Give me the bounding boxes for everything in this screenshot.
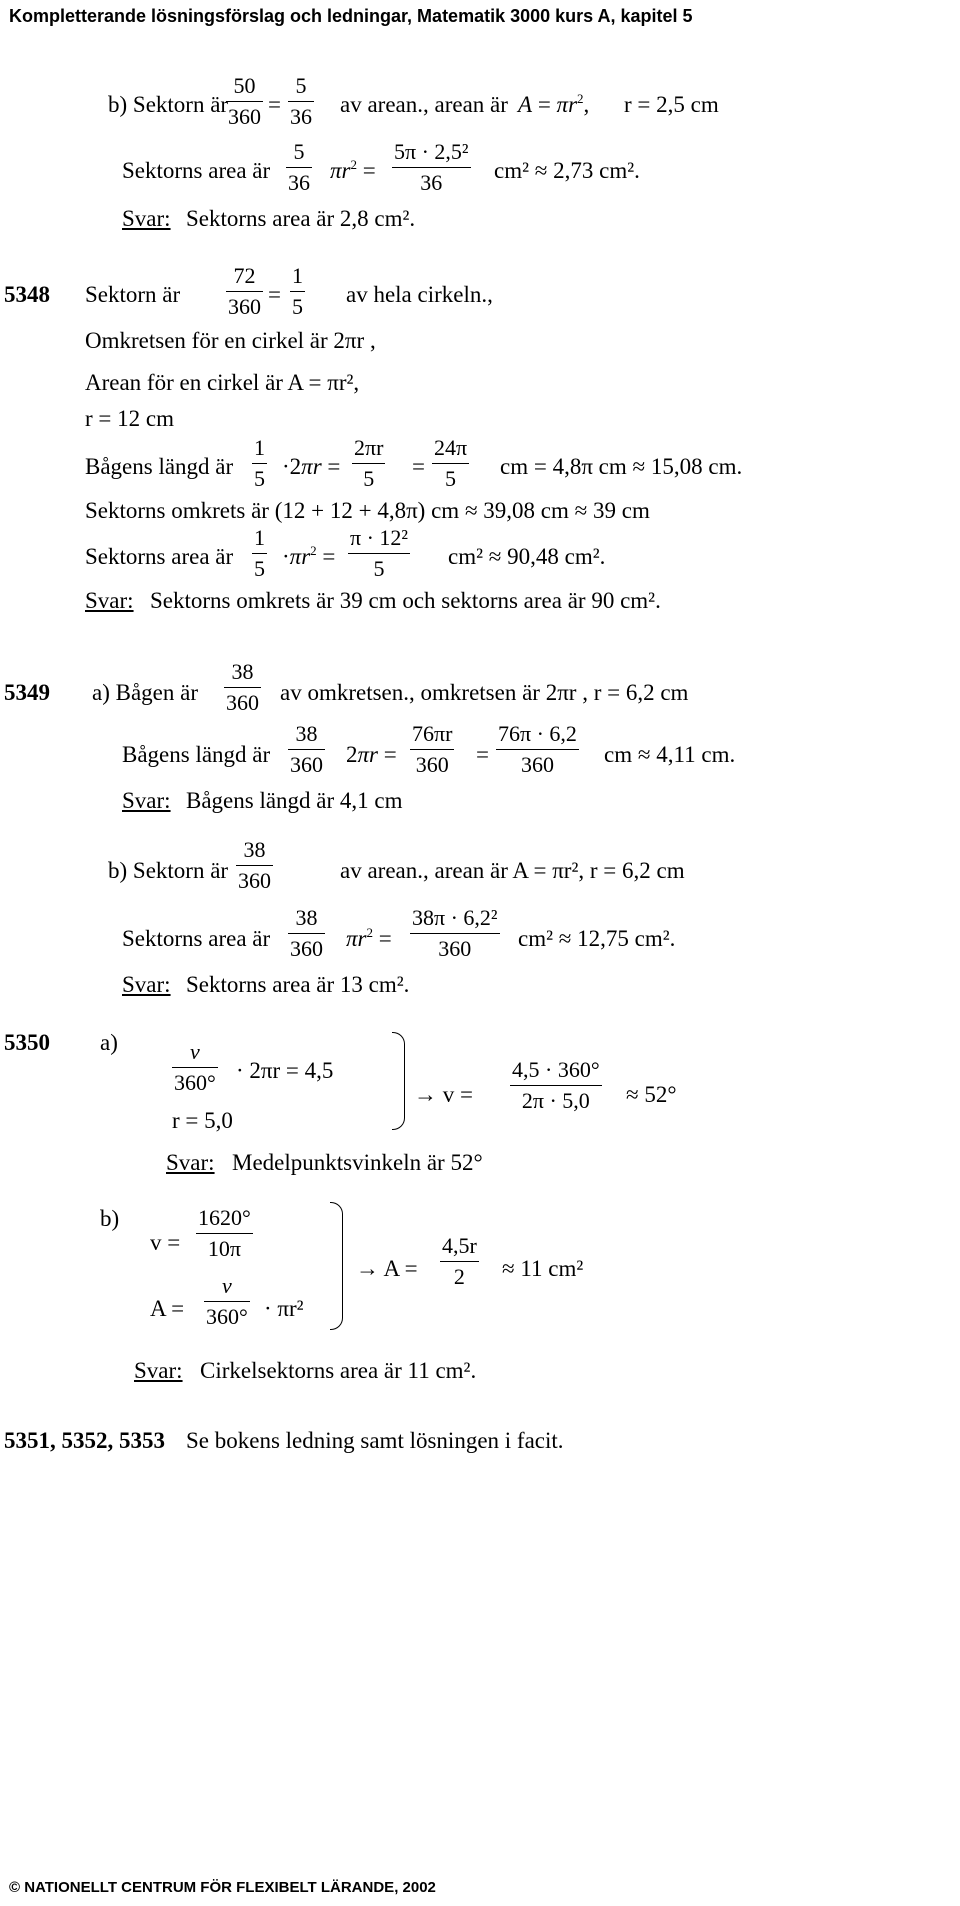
svar-text: Sektorns omkrets är 39 cm och sektorns area är 90 cm². <box>150 588 661 613</box>
p5350-a-eq2: r = 5,0 <box>172 1108 233 1133</box>
svar-text: Bågens längd är 4,1 cm <box>186 788 403 813</box>
p5348-l1-rest: av hela cirkeln., <box>346 282 493 307</box>
p5351-text: Se bokens ledning samt lösningen i facit. <box>186 1428 564 1453</box>
fraction: 38π · 6,2² 360 <box>412 905 498 961</box>
fraction: 76πr 360 <box>412 721 453 777</box>
p5350-b-arrow: → A = <box>356 1256 418 1281</box>
p5349-a2-label: Bågens längd är <box>122 742 271 767</box>
p5349-b2-rest: cm² ≈ 12,75 cm². <box>518 926 676 951</box>
fraction: 1 5 <box>292 263 303 319</box>
p5348-l4: r = 12 cm <box>85 406 174 431</box>
p5349-a-rest: av omkretsen., omkretsen är 2πr , r = 6,2 cm <box>280 680 689 705</box>
fraction: 76π · 6,2 360 <box>498 721 577 777</box>
svar-label: Svar: <box>85 588 134 613</box>
problem-number: 5348 <box>4 282 50 307</box>
problem-numbers: 5351, 5352, 5353 <box>4 1428 165 1453</box>
fraction: 1 5 <box>254 435 265 491</box>
fraction: v 360° <box>174 1039 216 1095</box>
svar-label: Svar: <box>122 788 171 813</box>
p5349-b2-label: Sektorns area är <box>122 926 271 951</box>
fraction: 5 36 <box>288 139 310 195</box>
p5347b-r: r = 2,5 cm <box>624 92 719 117</box>
p5350-b-result: ≈ 11 cm² <box>502 1256 584 1281</box>
fraction: π · 12² 5 <box>350 525 409 581</box>
fraction: 4,5 · 360° 2π · 5,0 <box>512 1057 600 1113</box>
p5349-a2-rest: cm ≈ 4,11 cm. <box>604 742 736 767</box>
p5347b-rest: av arean., arean är <box>340 92 508 117</box>
p5348-l6: Sektorns omkrets är (12 + 12 + 4,8π) cm ≈ 39,08 cm ≈ 39 cm <box>85 498 650 523</box>
p5347b-line2-result: cm² ≈ 2,73 cm². <box>494 158 640 183</box>
fraction: 38 360 <box>290 905 323 961</box>
svar-label: Svar: <box>134 1358 183 1383</box>
p5349-b-rest: av arean., arean är A = πr², r = 6,2 cm <box>340 858 685 883</box>
fraction: 4,5r 2 <box>442 1233 477 1289</box>
page-footer: © NATIONELLT CENTRUM FÖR FLEXIBELT LÄRANDE, 2002 <box>9 1879 436 1896</box>
p5350-b-pir: · πr² <box>264 1296 304 1321</box>
p5350-a-label: a) <box>100 1030 118 1055</box>
brace <box>330 1202 343 1330</box>
p5347b-line2-label: Sektorns area är <box>122 158 271 183</box>
p5350-b-A: A = <box>150 1296 185 1321</box>
svar-label: Svar: <box>122 972 171 997</box>
svar-text: Cirkelsektorns area är 11 cm². <box>200 1358 477 1383</box>
svar-label: Svar: <box>122 206 171 231</box>
p5348-l7-rest: cm² ≈ 90,48 cm². <box>448 544 606 569</box>
fraction: 38 360 <box>238 837 271 893</box>
problem-number: 5349 <box>4 680 50 705</box>
p5348-l5-label: Bågens längd är <box>85 454 234 479</box>
p5350-a-eq1: · 2πr = 4,5 <box>236 1058 334 1083</box>
fraction: 1 5 <box>254 525 265 581</box>
p5348-l3: Arean för en cirkel är A = πr², <box>85 370 360 395</box>
fraction: 24π 5 <box>434 435 468 491</box>
p5348-l2: Omkretsen för en cirkel är 2πr , <box>85 328 376 353</box>
svar-text: Sektorns area är 13 cm². <box>186 972 410 997</box>
svar-label: Svar: <box>166 1150 215 1175</box>
problem-number: 5350 <box>4 1030 50 1055</box>
p5350-a-result: ≈ 52° <box>626 1082 677 1107</box>
fraction: 72 360 <box>228 263 261 319</box>
fraction: 5 36 <box>290 73 312 129</box>
fraction: v 360° <box>206 1273 248 1329</box>
p5347b-label: b) Sektorn är <box>108 92 229 117</box>
p5350-b-label: b) <box>100 1206 120 1231</box>
svar-text: Sektorns area är 2,8 cm². <box>186 206 416 231</box>
page-header: Kompletterande lösningsförslag och ledningar, Matematik 3000 kurs A, kapitel 5 <box>9 6 693 26</box>
p5349-a-label: a) Bågen är <box>92 680 198 705</box>
fraction: 1620° 10π <box>198 1205 251 1261</box>
fraction: 5π · 2,5² 36 <box>394 139 469 195</box>
p5350-b-v: v = <box>150 1230 181 1255</box>
fraction: 38 360 <box>290 721 323 777</box>
fraction: 2πr 5 <box>354 435 384 491</box>
p5349-b-label: b) Sektorn är <box>108 858 229 883</box>
svar-text: Medelpunktsvinkeln är 52° <box>232 1150 483 1175</box>
p5348-l7-label: Sektorns area är <box>85 544 234 569</box>
brace <box>392 1032 405 1130</box>
p5348-l1-label: Sektorn är <box>85 282 181 307</box>
p5350-a-arrow: → v = <box>414 1082 473 1107</box>
fraction: 50 360 <box>228 73 261 129</box>
fraction: 38 360 <box>226 659 259 715</box>
p5348-l5-rest: cm = 4,8π cm ≈ 15,08 cm. <box>500 454 743 479</box>
